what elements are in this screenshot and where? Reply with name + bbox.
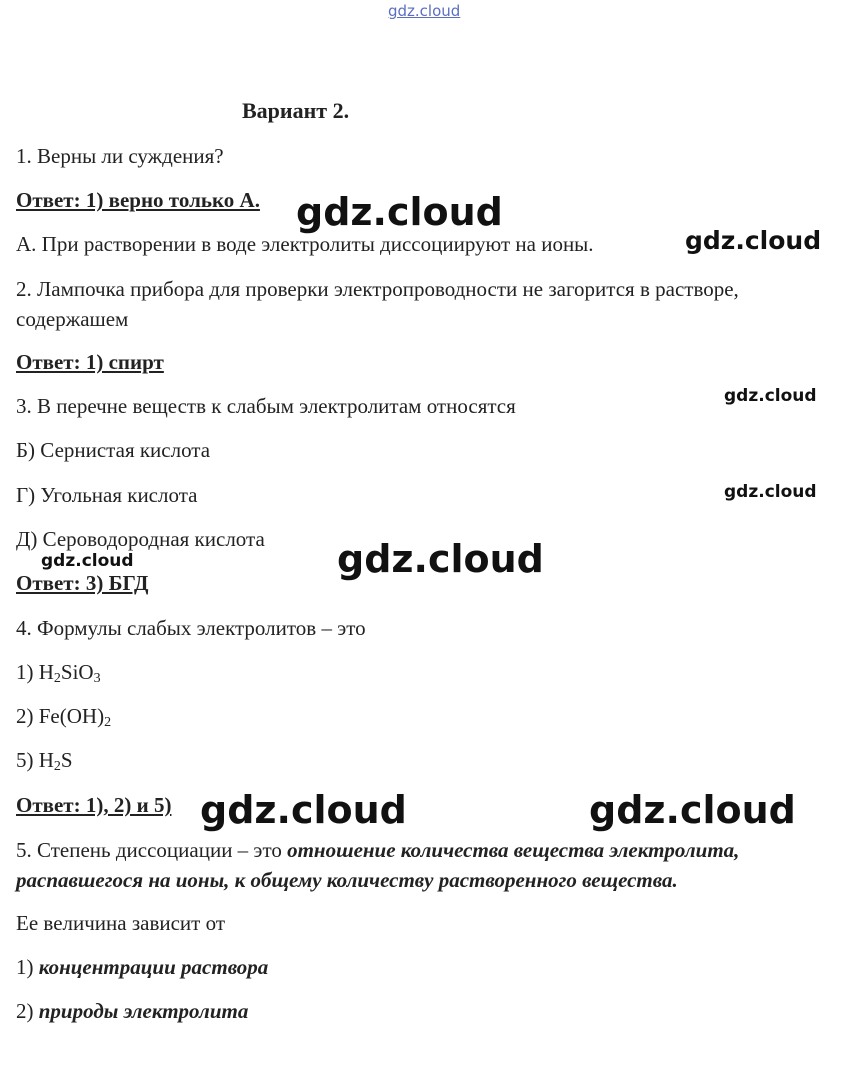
q4-formula-5: 5) $H_2S$ (16, 748, 73, 774)
q4-answer: Ответ: 1), 2) и 5) (16, 793, 172, 817)
q5-definition-line2: распавшегося на ионы, к общему количеству растворенного вещества. (16, 868, 678, 892)
q5-item-1: 1) концентрации раствора (16, 955, 269, 979)
watermark-6: gdz.cloud (41, 551, 134, 571)
q5-definition-line1: 5. Степень диссоциации – это отношение количества вещества электролита, (16, 838, 740, 862)
q1-question: 1. Верны ли суждения? (16, 144, 224, 168)
q1-statement: А. При растворении в воде электролиты диссоциируют на ионы. (16, 232, 594, 256)
q4-formula-1: 1) $H_2SiO_3$ (16, 660, 101, 686)
q2-question-line2: содержашем (16, 307, 129, 331)
q3-item-b: Б) Сернистая кислота (16, 438, 211, 462)
q5-depends: Ее величина зависит от (16, 911, 225, 935)
watermark-1: gdz.cloud (296, 190, 503, 234)
watermark-top[interactable]: gdz.cloud (388, 2, 461, 20)
q3-item-d: Д) Сероводородная кислота (16, 527, 265, 551)
watermark-7: gdz.cloud (200, 788, 407, 832)
watermark-4: gdz.cloud (724, 482, 817, 502)
q5-item-2: 2) природы электролита (16, 999, 249, 1023)
q4-question: 4. Формулы слабых электролитов – это (16, 616, 366, 640)
watermark-3: gdz.cloud (724, 386, 817, 406)
watermark-2: gdz.cloud (685, 226, 822, 255)
q2-question-line1: 2. Лампочка прибора для проверки электропроводности не загорится в растворе, (16, 277, 739, 301)
watermark-5: gdz.cloud (337, 537, 544, 581)
page-title: Вариант 2. (242, 98, 350, 123)
q2-answer: Ответ: 1) спирт (16, 350, 164, 374)
q3-item-g: Г) Угольная кислота (16, 483, 198, 507)
q1-answer: Ответ: 1) верно только А. (16, 188, 260, 212)
q4-formula-2: 2) $Fe(OH)_2$ (16, 704, 112, 730)
q3-question: 3. В перечне веществ к слабым электролитам относятся (16, 394, 516, 418)
q3-answer: Ответ: 3) БГД (16, 571, 149, 595)
watermark-8: gdz.cloud (589, 788, 796, 832)
